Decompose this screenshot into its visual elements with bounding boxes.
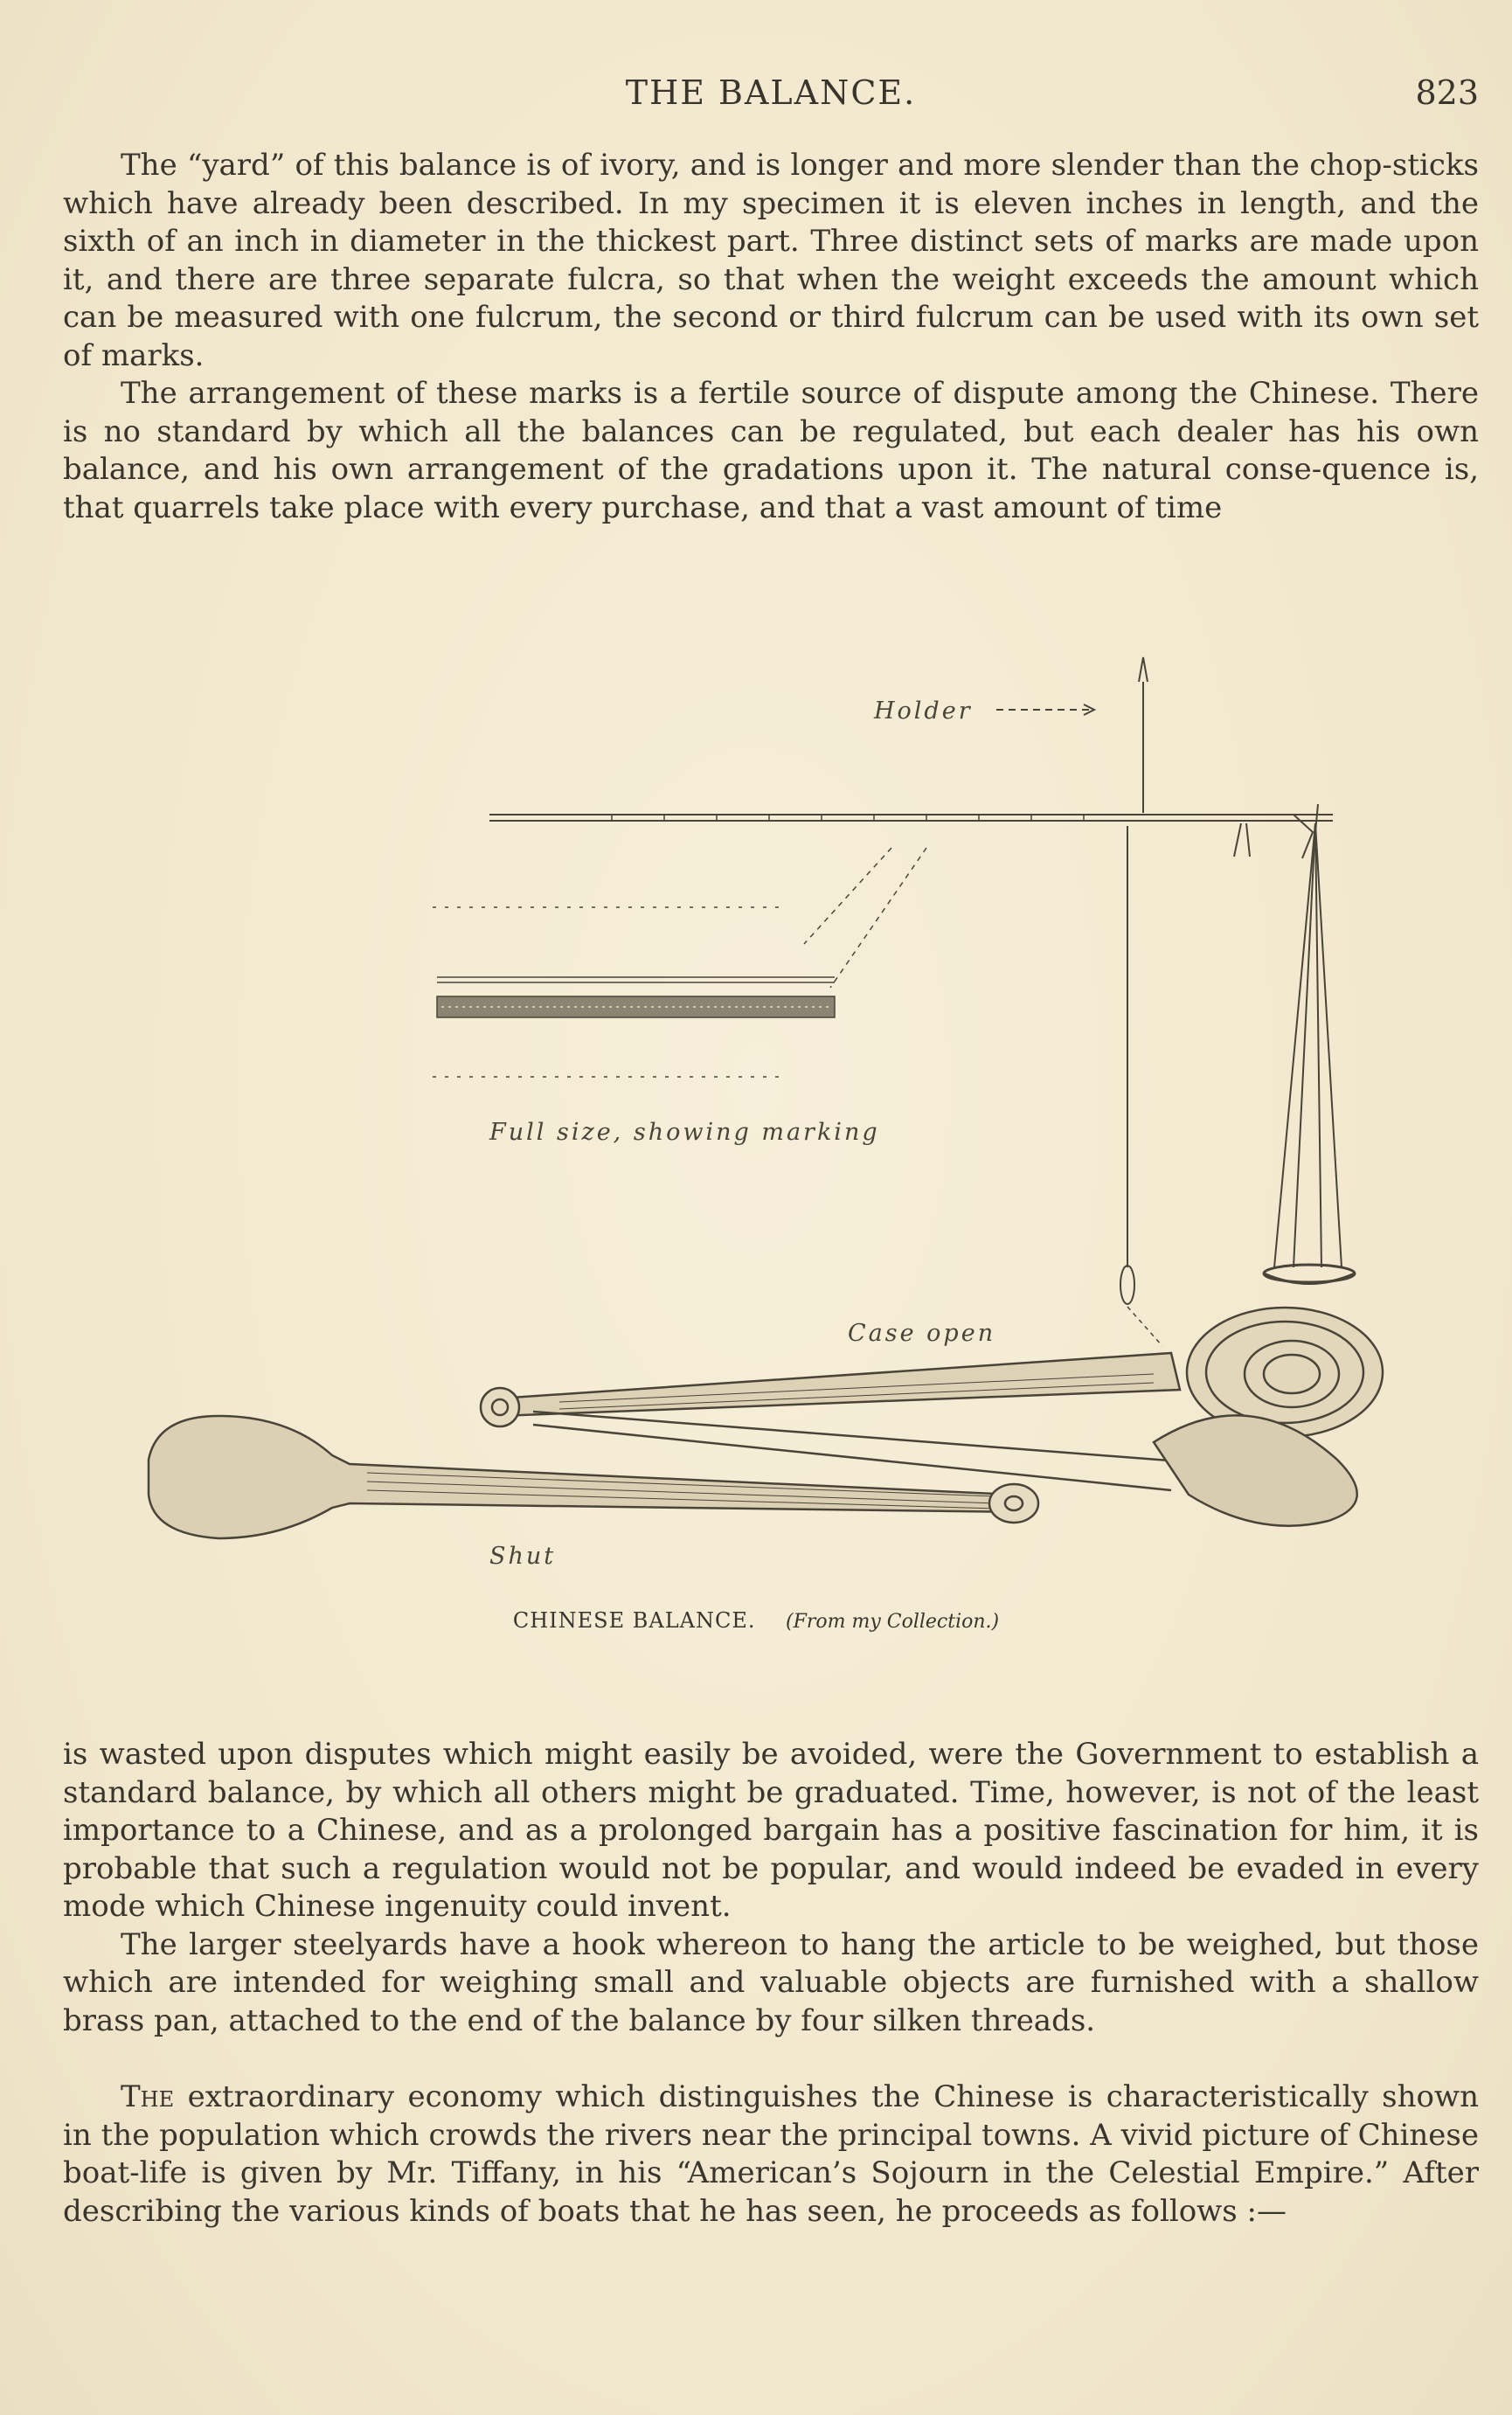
text-block-bottom	[63, 1736, 1479, 2231]
section-text: extraordinary economy which distinguishes the Chinese is characteristically shown in the population which crowds the rivers near the principal towns. A vivid picture of Chinese boat-life is given by Mr. Tiffany, in his “American’s Sojourn in the Celestial Empire.” After describing the various kinds of boats that he has seen, he proceeds as follows :—	[63, 2079, 1479, 2229]
yard-tick-marks	[612, 815, 1084, 821]
paragraph-arrangement: The arrangement of these marks is a fertile source of dispute among the Chinese. There is no standard by which all the balances can be regulated, but each dealer has his own balance, and his own arrangement of the gradations upon it. The natural conse-quence is, that quarrels take place with every purchase, and that a vast amount of time	[63, 376, 1479, 525]
figure-caption	[0, 1608, 1512, 1633]
paragraph-boat-life	[63, 2078, 1479, 2231]
label-holder: Holder	[874, 697, 973, 725]
caption-title: CHINESE BALANCE.	[512, 1608, 756, 1633]
pan-thread-2	[1294, 823, 1315, 1267]
running-title: THE BALANCE.	[625, 73, 917, 112]
caption-subtitle: (From my Collection.)	[786, 1611, 1000, 1633]
page-number: 823	[1415, 73, 1479, 112]
weight-bob	[1120, 1266, 1134, 1304]
case-shut	[149, 1416, 1038, 1538]
full-size-marking-detail	[433, 907, 835, 1077]
label-case-open: Case open	[848, 1320, 996, 1347]
label-shut: Shut	[489, 1543, 557, 1570]
pan-thread-1	[1274, 823, 1315, 1267]
running-head	[63, 73, 1479, 117]
paragraph-steelyards: The larger steelyards have a hook whereon to hang the article to be weighed, but those which are intended for weighing small and valuable objects are furnished with a shallow brass pan, attached to the end of the balance by four silken threads.	[63, 1926, 1479, 2038]
yard-end-tassels	[1234, 804, 1318, 858]
holder-loop	[1139, 657, 1148, 682]
paragraph-yard: The “yard” of this balance is of ivory, and is longer and more slender than the chop-sticks which have already been described. In my specimen it is eleven inches in length, and the sixth of an inch in diameter in the thickest part. Three distinct sets of marks are made upon it, and there are three separate fulcra, so that when the weight exceeds the amount which can be measured with one fulcrum, the second or third fulcrum can be used with its own set of marks.	[63, 148, 1479, 373]
section-lead-word: The	[121, 2079, 175, 2114]
paragraph-disputes: is wasted upon disputes which might easily be avoided, were the Government to establish a standard balance, by which all others might be graduated. Time, however, is not of the least importance to a Chinese, and as a prolonged bargain has a positive fascination for him, it is probable that such a regulation would not be popular, and would indeed be evaded in every mode which Chinese ingenuity could invent.	[63, 1737, 1479, 1924]
figure-chinese-balance	[122, 629, 1398, 1652]
label-full-size: Full size, showing marking	[489, 1119, 880, 1146]
text-block-top	[63, 147, 1479, 527]
